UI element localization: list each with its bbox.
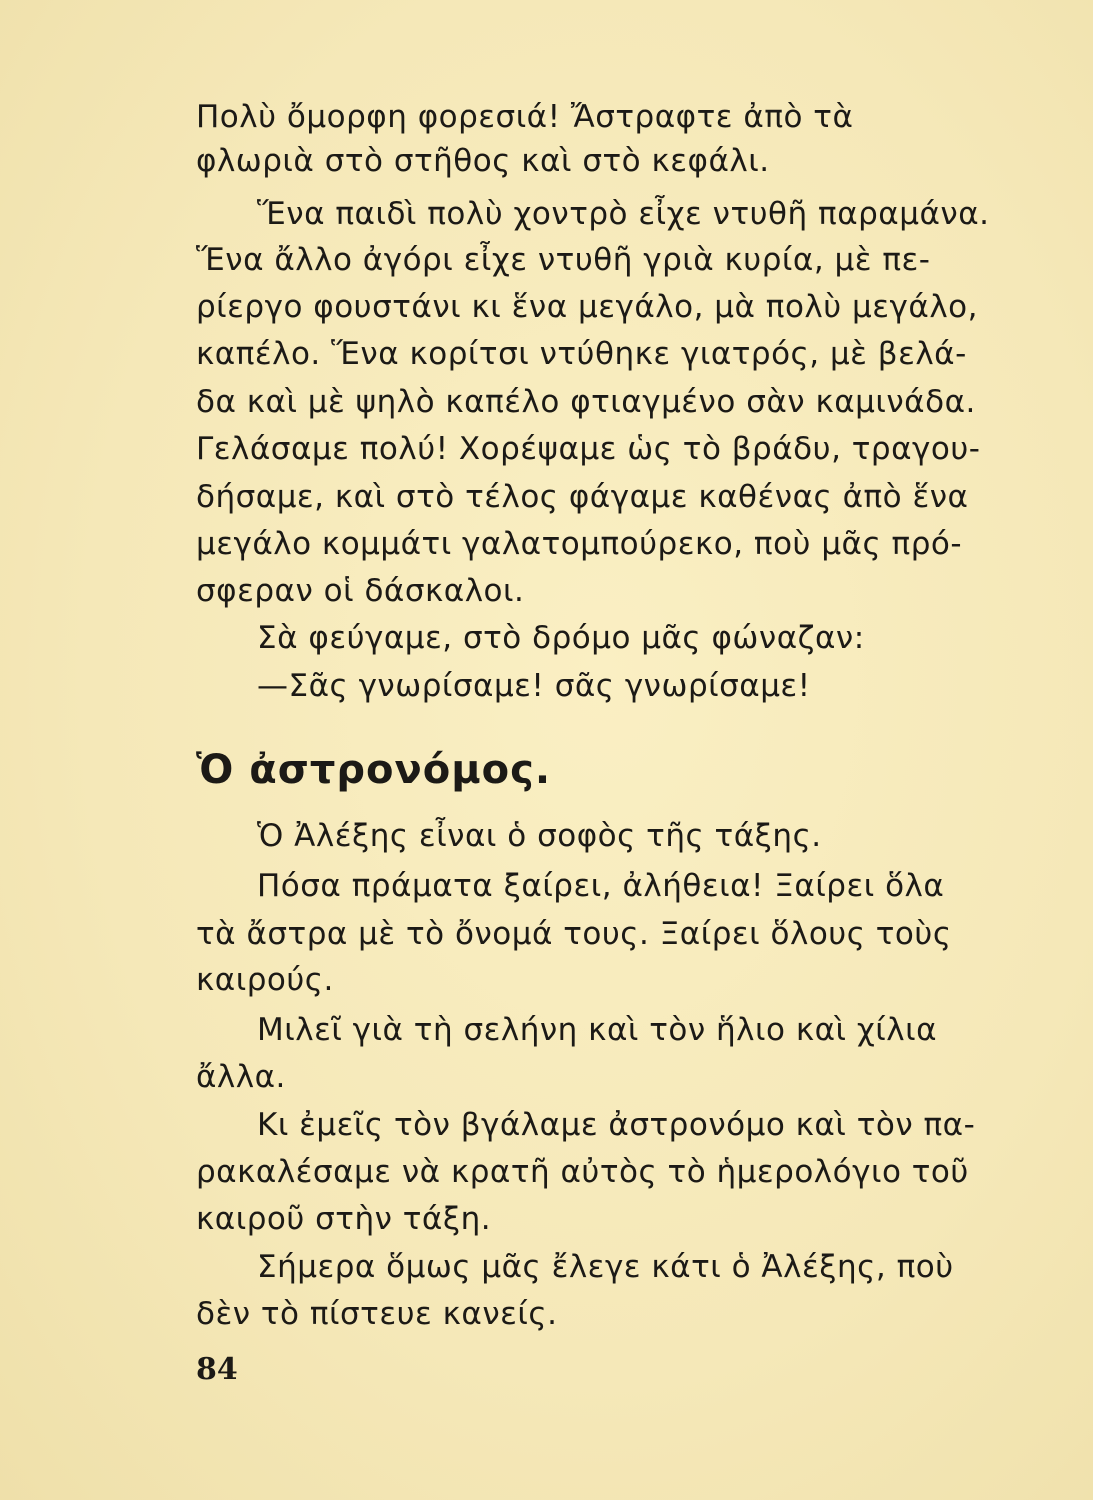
text-line: ρακαλέσαμε νὰ κρατῆ αὐτὸς τὸ ἡμερολόγιο τοῦ <box>196 1154 969 1190</box>
text-line: σφεραν οἱ δάσκαλοι. <box>196 573 525 609</box>
text-line: ἄλλα. <box>196 1059 286 1095</box>
text-line: φλωριὰ στὸ στῆθος καὶ στὸ κεφάλι. <box>196 143 770 179</box>
text-line: μεγάλο κομμάτι γαλατομπούρεκο, ποὺ μᾶς πρό- <box>196 526 963 562</box>
section-heading: Ὁ ἀστρονόμος. <box>196 747 552 793</box>
text-line: καπέλο. Ἕνα κορίτσι ντύθηκε γιατρός, μὲ βελά- <box>196 336 967 372</box>
text-line: καιροῦ στὴν τάξη. <box>196 1201 492 1237</box>
text-line: καιρούς. <box>196 962 334 998</box>
text-line: δήσαμε, καὶ στὸ τέλος φάγαμε καθένας ἀπὸ ἕνα <box>196 479 969 515</box>
text-line: Σὰ φεύγαμε, στὸ δρόμο μᾶς φώναζαν: <box>257 620 865 656</box>
text-line: τὰ ἄστρα μὲ τὸ ὄνομά τους. Ξαίρει ὅλους τοὺς <box>196 916 952 952</box>
text-line: Γελάσαμε πολύ! Χορέψαμε ὡς τὸ βράδυ, τραγου- <box>196 431 981 467</box>
text-line: ρίεργο φουστάνι κι ἕνα μεγάλο, μὰ πολὺ μεγάλο, <box>196 289 978 325</box>
dialogue-line: —Σᾶς γνωρίσαμε! σᾶς γνωρίσαμε! <box>257 668 811 704</box>
text-line: δα καὶ μὲ ψηλὸ καπέλο φτιαγμένο σὰν καμινάδα. <box>196 384 976 420</box>
text-line: Κι ἐμεῖς τὸν βγάλαμε ἀστρονόμο καὶ τὸν πα- <box>257 1107 976 1143</box>
text-line: δὲν τὸ πίστευε κανείς. <box>196 1296 558 1332</box>
text-line: Ἕνα παιδὶ πολὺ χοντρὸ εἶχε ντυθῆ παραμάνα. <box>257 196 990 232</box>
text-line: Πόσα πράματα ξαίρει, ἀλήθεια! Ξαίρει ὅλα <box>257 868 945 904</box>
page-number: 84 <box>196 1352 238 1387</box>
text-line: Πολὺ ὄμορφη φορεσιά! Ἄστραφτε ἀπὸ τὰ <box>196 99 854 135</box>
text-line: Ὁ Ἀλέξης εἶναι ὁ σοφὸς τῆς τάξης. <box>257 818 822 854</box>
text-line: Ἕνα ἄλλο ἀγόρι εἶχε ντυθῆ γριὰ κυρία, μὲ πε- <box>196 242 931 278</box>
text-line: Μιλεῖ γιὰ τὴ σελήνη καὶ τὸν ἥλιο καὶ χίλια <box>257 1012 938 1048</box>
text-line: Σήμερα ὅμως μᾶς ἔλεγε κάτι ὁ Ἀλέξης, ποὺ <box>257 1249 954 1285</box>
